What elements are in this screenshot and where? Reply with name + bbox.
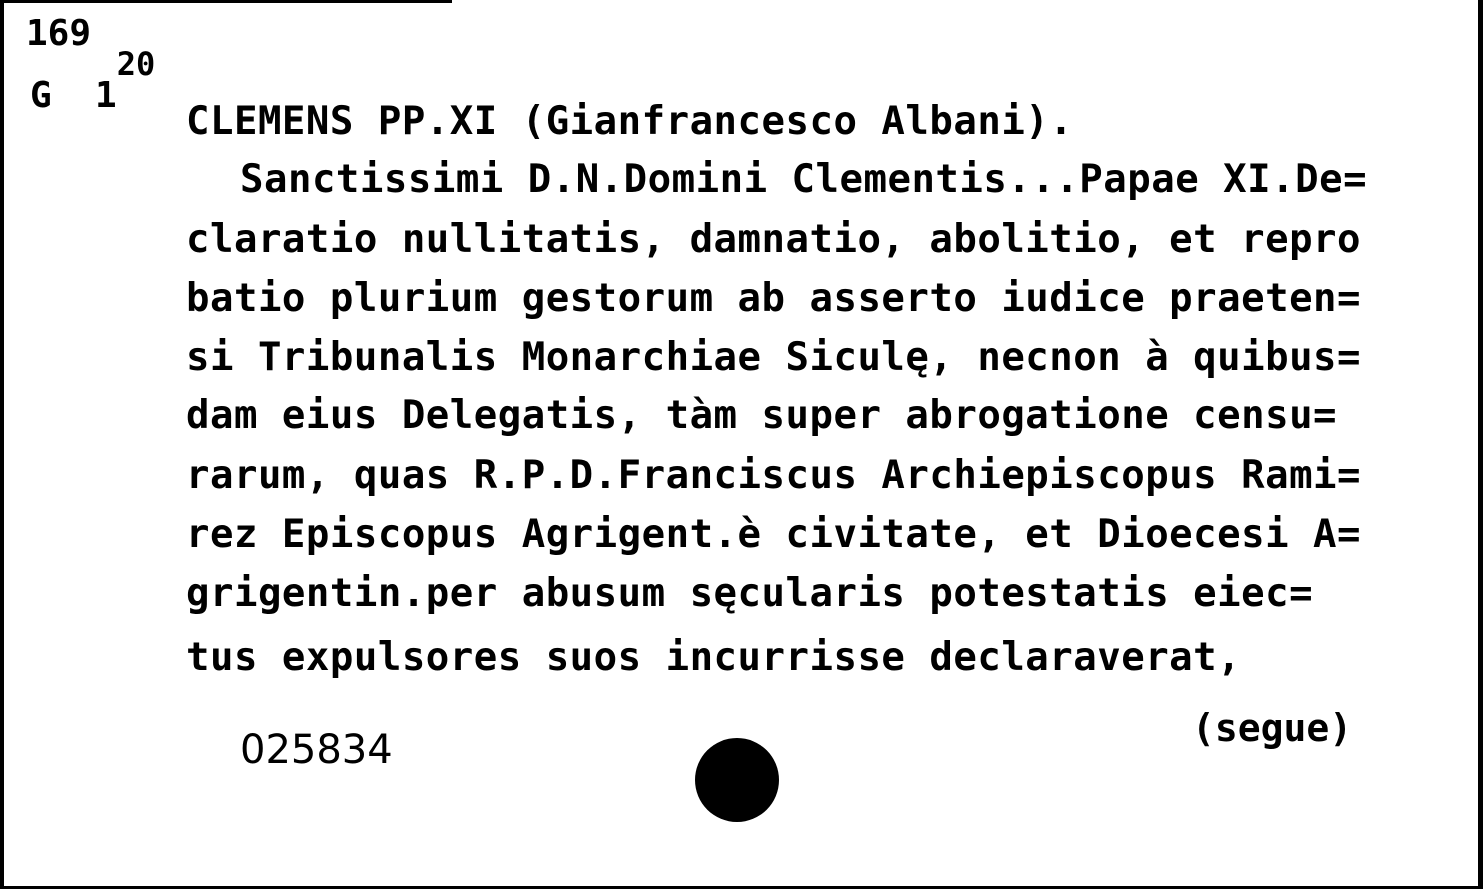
card-right-border bbox=[1478, 0, 1483, 889]
shelfmark-line-1: 169 bbox=[26, 13, 92, 54]
body-line-8: grigentin.per abusum sęcularis potestatis eiec= bbox=[186, 571, 1314, 616]
inventory-number: 025834 bbox=[240, 727, 393, 773]
shelfmark-line-2 bbox=[30, 45, 156, 116]
card-heading: CLEMENS PP.XI (Gianfrancesco Albani). bbox=[186, 99, 1074, 144]
body-line-3: batio plurium gestorum ab asserto iudice praeten= bbox=[186, 276, 1362, 321]
body-line-1: Sanctissimi D.N.Domini Clementis...Papae XI.De= bbox=[240, 157, 1368, 202]
body-line-6: rarum, quas R.P.D.Franciscus Archiepiscopus Rami= bbox=[186, 453, 1362, 498]
body-line-4: si Tribunalis Monarchiae Siculę, necnon à quibus= bbox=[186, 335, 1362, 380]
body-line-9: tus expulsores suos incurrisse declaraverat, bbox=[186, 635, 1242, 680]
card-top-border bbox=[0, 0, 452, 3]
punch-hole-icon bbox=[695, 738, 779, 822]
continuation-note: (segue) bbox=[1192, 706, 1353, 750]
shelfmark-number: 1 bbox=[95, 75, 117, 116]
card-left-border bbox=[0, 0, 4, 889]
body-line-7: rez Episcopus Agrigent.è civitate, et Dioecesi A= bbox=[186, 512, 1362, 557]
shelfmark-superscript: 20 bbox=[116, 45, 156, 83]
shelfmark-letter: G bbox=[30, 75, 52, 116]
body-line-5: dam eius Delegatis, tàm super abrogatione censu= bbox=[186, 393, 1338, 438]
body-line-2: claratio nullitatis, damnatio, abolitio, et repro bbox=[186, 217, 1362, 262]
